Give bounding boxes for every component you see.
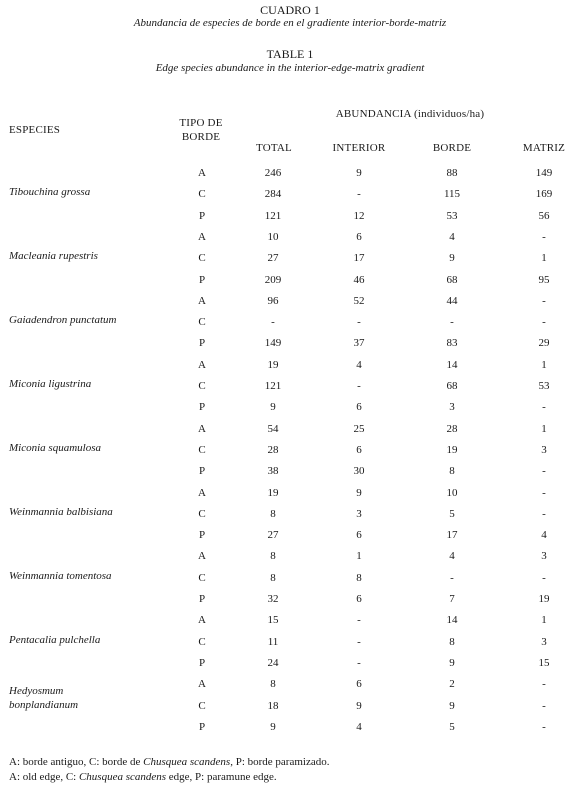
cell-interior: 9 (356, 486, 362, 499)
cell-type: C (198, 571, 206, 584)
cell-type: A (198, 230, 206, 243)
cell-type: C (198, 443, 206, 456)
caption-en-label: TABLE 1 (266, 47, 314, 61)
cell-borde: 7 (449, 593, 455, 605)
cell-total: 149 (264, 337, 282, 350)
cell-interior: 6 (356, 593, 362, 605)
cell-borde: 9 (449, 699, 455, 712)
cell-matriz: 169 (535, 188, 553, 201)
cell-interior: 9 (356, 699, 362, 712)
cell-interior: 3 (356, 507, 362, 520)
species-name: Macleania rupestris (9, 250, 98, 263)
cell-type: C (198, 316, 206, 329)
cell-interior: 30 (353, 465, 365, 478)
cell-total: 27 (267, 252, 279, 265)
cell-matriz: - (542, 486, 546, 499)
cell-total: 284 (264, 188, 282, 201)
cell-total: 19 (267, 358, 279, 371)
header-interior: INTERIOR (332, 142, 386, 154)
cell-interior: 46 (353, 273, 365, 286)
cell-interior: 12 (353, 209, 365, 222)
species-name: Gaiadendron punctatum (9, 314, 117, 327)
cell-type: P (198, 209, 206, 222)
cell-borde: 8 (449, 635, 455, 648)
cell-type: C (198, 188, 206, 201)
cell-borde: 4 (449, 230, 455, 243)
species-name: bonplandianum (9, 698, 79, 711)
cell-type: A (198, 550, 206, 563)
cell-interior: 9 (356, 167, 362, 179)
cell-borde: 9 (449, 656, 455, 669)
cell-type: A (198, 294, 206, 307)
cell-interior: 6 (356, 529, 362, 542)
cell-total: 38 (267, 465, 279, 478)
caption-en-title: Edge species abundance in the interior-edge-matrix gradient (155, 62, 425, 74)
cell-matriz: - (542, 678, 546, 691)
cell-type: P (198, 529, 206, 542)
cell-type: C (198, 507, 206, 520)
cell-matriz: 1 (541, 422, 547, 435)
cell-borde: 115 (443, 188, 461, 201)
cell-borde: - (450, 316, 454, 329)
header-edge-type-line1: TIPO DE (179, 117, 223, 129)
cell-type: A (198, 614, 206, 627)
cell-borde: 28 (446, 422, 458, 435)
cell-type: A (198, 422, 206, 435)
cell-borde: - (450, 571, 454, 584)
cell-matriz: - (542, 699, 546, 712)
cell-total: 32 (267, 593, 279, 605)
cell-matriz: 149 (535, 167, 553, 179)
cell-interior: 1 (356, 550, 362, 563)
species-name: Weinmannia balbisiana (9, 505, 113, 518)
cell-matriz: - (542, 316, 546, 329)
cell-total: 121 (264, 380, 282, 392)
cell-total: 11 (267, 635, 279, 648)
cell-matriz: 29 (538, 337, 550, 350)
cell-total: 121 (264, 209, 282, 222)
cell-matriz: - (542, 465, 546, 478)
species-name: Hedyosmum (9, 684, 64, 697)
cell-interior: 17 (353, 252, 365, 265)
cell-interior: 25 (353, 422, 365, 435)
cell-interior: - (357, 188, 361, 201)
cell-interior: 37 (353, 337, 365, 350)
cell-total: 15 (267, 614, 279, 627)
cell-borde: 44 (446, 294, 458, 307)
cell-borde: 4 (449, 550, 455, 563)
cell-borde: 68 (446, 380, 458, 392)
cell-matriz: 4 (541, 529, 547, 542)
cell-total: 8 (270, 507, 276, 520)
cell-total: 54 (267, 422, 279, 435)
header-matriz: MATRIZ (522, 142, 566, 154)
cell-type: A (198, 486, 206, 499)
cell-borde: 2 (449, 678, 455, 691)
header-abundance: ABUNDANCIA (individuos/ha) (335, 108, 485, 120)
cell-total: 18 (267, 699, 279, 712)
footnote-es-pre: A: borde antiguo, C: borde de (9, 756, 144, 768)
species-name: Miconia squamulosa (9, 441, 101, 454)
cell-total: 8 (270, 571, 276, 584)
cell-matriz: 15 (538, 656, 550, 669)
cell-interior: 6 (356, 443, 362, 456)
cell-borde: 14 (446, 358, 458, 371)
cell-total: 9 (270, 401, 276, 414)
cell-matriz: 53 (538, 380, 550, 392)
cell-borde: 8 (449, 465, 455, 478)
cell-matriz: 3 (541, 635, 547, 648)
cell-borde: 5 (449, 507, 455, 520)
cell-borde: 5 (449, 720, 455, 733)
cell-total: 246 (264, 167, 282, 179)
cell-interior: - (357, 380, 361, 392)
cell-interior: 4 (356, 358, 362, 371)
cell-matriz: 1 (541, 614, 547, 627)
cell-matriz: 56 (538, 209, 550, 222)
cell-matriz: - (542, 294, 546, 307)
cell-interior: 4 (356, 720, 362, 733)
cell-type: C (198, 380, 206, 392)
cell-matriz: - (542, 720, 546, 733)
caption-es-title: Abundancia de especies de borde en el gradiente interior-borde-matriz (133, 17, 447, 29)
caption-es-label: CUADRO 1 (260, 3, 320, 17)
footnote-es-species: Chusquea scandens (143, 756, 231, 768)
cell-type: P (198, 273, 206, 286)
cell-total: 10 (267, 230, 279, 243)
cell-matriz: - (542, 401, 546, 414)
cell-matriz: - (542, 571, 546, 584)
cell-type: P (198, 337, 206, 350)
header-species: ESPECIES (9, 124, 61, 136)
cell-matriz: - (542, 507, 546, 520)
cell-total: 28 (267, 443, 279, 456)
cell-type: P (198, 656, 206, 669)
cell-matriz: 95 (538, 273, 550, 286)
cell-interior: 8 (356, 571, 362, 584)
cell-borde: 9 (449, 252, 455, 265)
cell-borde: 10 (446, 486, 458, 499)
cell-total: - (271, 316, 275, 329)
cell-interior: 52 (353, 294, 365, 307)
cell-total: 24 (267, 656, 279, 669)
cell-type: C (198, 699, 206, 712)
cell-interior: - (357, 614, 361, 627)
cell-total: 8 (270, 550, 276, 563)
cell-type: A (198, 167, 206, 179)
footnote-es (9, 756, 329, 768)
cell-type: A (198, 358, 206, 371)
cell-total: 209 (264, 273, 282, 286)
footnote-en-post: edge, P: paramune edge. (166, 771, 277, 783)
cell-type: P (198, 720, 206, 733)
cell-total: 27 (267, 529, 279, 542)
cell-type: P (198, 465, 206, 478)
cell-matriz: 1 (541, 252, 547, 265)
cell-interior: 6 (356, 230, 362, 243)
footnote-es-post: , P: borde paramizado. (230, 756, 330, 768)
species-name: Tibouchina grossa (9, 186, 91, 199)
cell-matriz: 3 (541, 550, 547, 563)
cell-type: C (198, 252, 206, 265)
cell-borde: 19 (446, 443, 458, 456)
cell-matriz: 19 (538, 593, 550, 605)
footnote-en-species: Chusquea scandens (78, 771, 167, 783)
cell-total: 8 (270, 678, 276, 691)
cell-matriz: - (542, 230, 546, 243)
cell-borde: 14 (446, 614, 458, 627)
cell-borde: 3 (449, 401, 455, 414)
cell-type: P (198, 401, 206, 414)
cell-interior: 6 (356, 678, 362, 691)
cell-type: P (198, 593, 206, 605)
species-name: Pentacalia pulchella (9, 633, 101, 646)
cell-borde: 68 (446, 273, 458, 286)
cell-borde: 88 (446, 167, 458, 179)
cell-borde: 53 (446, 209, 458, 222)
cell-type: C (198, 635, 206, 648)
cell-borde: 83 (446, 337, 458, 350)
species-name: Miconia ligustrina (9, 378, 92, 390)
cell-interior: - (357, 656, 361, 669)
header-total: TOTAL (256, 142, 292, 154)
cell-type: A (198, 678, 206, 691)
cell-total: 19 (267, 486, 279, 499)
footnote-en-pre: A: old edge, C: (9, 771, 79, 783)
species-name: Weinmannia tomentosa (9, 569, 112, 582)
cell-total: 96 (267, 294, 279, 307)
cell-interior: - (357, 635, 361, 648)
cell-matriz: 1 (541, 358, 547, 371)
footnote-en (9, 771, 277, 783)
cell-interior: - (357, 316, 361, 329)
cell-matriz: 3 (541, 443, 547, 456)
header-edge-type-line2: BORDE (181, 131, 221, 143)
header-borde: BORDE (432, 142, 472, 154)
cell-interior: 6 (356, 401, 362, 414)
cell-total: 9 (270, 720, 276, 733)
cell-borde: 17 (446, 529, 458, 542)
